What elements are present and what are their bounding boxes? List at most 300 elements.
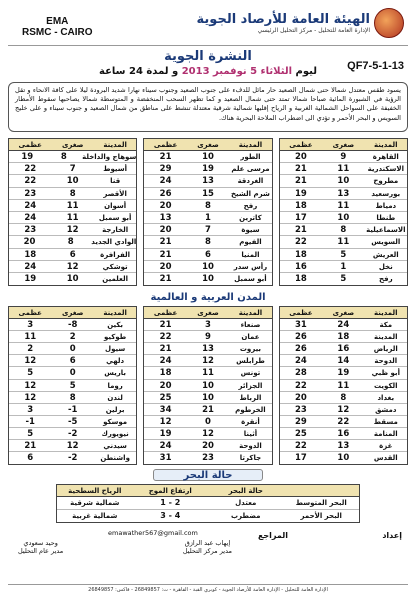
table-row: [280, 319, 407, 331]
min-temp: 6: [69, 356, 76, 367]
table-row: [9, 261, 136, 273]
col-city: المدينة: [374, 141, 398, 149]
city-name: مطروح: [373, 177, 399, 186]
table-row: [144, 404, 271, 416]
city-name: برلين: [105, 405, 125, 414]
city-name: واشنطن: [100, 454, 130, 463]
header-abbrev: [22, 16, 93, 38]
table-row: [144, 212, 271, 224]
min-temp: 8: [205, 200, 211, 211]
table-row: [144, 200, 271, 212]
min-temp: 10: [202, 152, 214, 162]
min-temp: -5: [67, 416, 78, 427]
table-row: [280, 367, 407, 379]
max-temp: 25: [294, 428, 307, 439]
sea-wind: شمالية غربية: [72, 511, 118, 520]
table-row: [144, 319, 271, 331]
world-section-title: المدن العربية و العالمية: [150, 292, 266, 304]
max-temp: 22: [24, 164, 37, 175]
max-temp: 18: [24, 249, 37, 260]
min-temp: 5: [69, 380, 76, 391]
max-temp: 19: [294, 188, 307, 199]
table-row: [280, 452, 407, 464]
reviewed-label: المراجع: [257, 531, 288, 541]
max-temp: 23: [24, 225, 37, 236]
max-temp: 18: [294, 200, 307, 211]
city-name: الجزائر: [238, 381, 263, 390]
max-temp: 12: [159, 416, 172, 427]
max-temp: 20: [159, 261, 172, 272]
city-name: الخرطوم: [235, 405, 266, 414]
min-temp: 1: [205, 212, 211, 223]
city-name: المنامة: [373, 429, 398, 438]
table-row: [280, 236, 407, 248]
city-temperature-table: [143, 138, 272, 286]
max-temp: 21: [159, 344, 172, 355]
table-header: [144, 307, 271, 319]
max-temp: 24: [159, 356, 172, 367]
table-row: [144, 428, 271, 440]
city-name: الفرافرة: [100, 250, 131, 259]
max-temp: 3: [27, 320, 34, 331]
min-temp: 0: [69, 368, 76, 379]
max-temp: 23: [294, 404, 307, 415]
max-temp: 20: [294, 392, 307, 403]
table-row: [144, 249, 271, 261]
table-row: [9, 343, 136, 355]
min-temp: 0: [205, 416, 211, 427]
table-row: [9, 355, 136, 367]
max-temp: 22: [294, 237, 307, 248]
city-name: أبو سمبل: [234, 274, 267, 283]
col-max: عظمى: [18, 141, 42, 149]
max-temp: 18: [294, 273, 307, 284]
col-city: المدينة: [374, 309, 398, 318]
min-temp: 1: [340, 261, 347, 272]
min-temp: 10: [66, 273, 79, 284]
min-temp: 11: [337, 164, 350, 175]
city-name: دمياط: [375, 201, 397, 210]
min-temp: 20: [202, 441, 214, 451]
min-temp: -8: [67, 320, 78, 331]
table-row: [9, 416, 136, 428]
city-name: الخارجة: [102, 226, 129, 235]
sea-state: مضطرب: [231, 511, 261, 520]
min-temp: 15: [202, 188, 214, 199]
max-temp: 20: [159, 200, 172, 211]
min-temp: -2: [67, 453, 78, 464]
min-temp: 19: [202, 164, 214, 175]
max-temp: 18: [159, 368, 172, 379]
sea-state-table: [56, 484, 360, 523]
city-name: القدس: [373, 454, 398, 463]
max-temp: 22: [24, 176, 37, 187]
min-temp: 13: [337, 188, 350, 199]
table-row: [144, 416, 271, 428]
max-temp: 20: [159, 380, 172, 391]
min-temp: 8: [69, 188, 76, 199]
max-temp: 34: [159, 404, 172, 415]
min-temp: 5: [340, 273, 347, 284]
city-temperature-table: [279, 306, 408, 465]
email-address: emawather567@gmail.com: [108, 529, 198, 538]
city-name: السويس: [371, 238, 401, 247]
min-temp: 11: [202, 368, 214, 379]
city-name: بغداد: [377, 393, 395, 402]
col-city: المدينة: [103, 141, 127, 149]
city-name: الفيوم: [239, 238, 262, 247]
table-row: [280, 428, 407, 440]
max-temp: 31: [159, 453, 172, 464]
city-name: رأس سدر: [233, 262, 268, 271]
max-temp: 23: [24, 188, 37, 199]
table-row: [144, 392, 271, 404]
table-row: [9, 404, 136, 416]
table-row: [9, 380, 136, 392]
table-row: [9, 200, 136, 212]
max-temp: 24: [24, 212, 37, 223]
min-temp: 11: [337, 237, 350, 248]
max-temp: 19: [21, 152, 34, 162]
min-temp: 11: [66, 200, 79, 211]
reviewer: [183, 539, 232, 555]
forecast-paragraph: يسود طقس معتدل شمالا حتى شمال الصعيد حار مائل للدفء على جنوب الصعيد وجنوب سيناء نهارا شديد البرودة ليلا على كافة الانحاء و تقل الرؤية في الشبورة المائية صباحا شمالا تمتد حتى شمال الصعيد و كما تظهر السحب المنخفضة و المتوسطة شمالا يصاحبها سقوط الأمطار الخفيفة على السواحل الشمالية الغربية و الرياح إقليها شمالية شرقية معتدلة تنشط على مناطق من شمال الصعيد و جنوب سيناء و على خليج السويس و البحر الأحمر و تؤدي الى اضطراب الملاحة البحرية هناك.: [8, 82, 408, 132]
table-row: [144, 355, 271, 367]
min-temp: 19: [337, 368, 350, 379]
table-row: [144, 273, 271, 285]
table-row: [9, 428, 136, 440]
table-row: [144, 380, 271, 392]
city-name: مكة: [379, 321, 393, 330]
city-name: مرسى علم: [231, 165, 270, 174]
col-max: عظمى: [18, 309, 42, 318]
city-name: طوكيو: [103, 333, 127, 342]
max-temp: 24: [24, 261, 37, 272]
city-name: تونس: [240, 369, 261, 378]
table-row: [9, 331, 136, 343]
min-temp: 10: [66, 176, 79, 187]
city-name: أثينا: [243, 429, 258, 438]
max-temp: 22: [294, 441, 307, 451]
sea-wind: شمالية شرقية: [70, 499, 120, 508]
city-name: موسكو: [103, 417, 128, 426]
agency-text: [197, 12, 370, 35]
min-temp: 8: [340, 225, 347, 236]
table-row: [280, 440, 407, 452]
min-temp: 16: [337, 344, 350, 355]
col-city: المدينة: [238, 141, 263, 149]
min-temp: 10: [337, 453, 350, 464]
city-temperature-table: [8, 138, 137, 286]
table-row: [144, 440, 271, 452]
min-temp: 13: [202, 344, 214, 355]
max-temp: 26: [294, 344, 307, 355]
table-row: [144, 163, 271, 175]
max-temp: 11: [24, 332, 37, 343]
world-cities-tables: [8, 306, 408, 465]
signatures: [8, 529, 408, 565]
table-row: [9, 236, 136, 248]
min-temp: 24: [337, 320, 350, 331]
max-temp: 24: [24, 200, 37, 211]
city-name: الرباط: [239, 393, 262, 402]
table-row: [280, 343, 407, 355]
max-temp: 5: [27, 428, 34, 439]
max-temp: 21: [294, 176, 307, 187]
max-temp: 21: [159, 152, 172, 162]
validity-prefix: ليوم: [295, 66, 317, 77]
city-name: الرياض: [373, 345, 398, 354]
city-name: قنا: [110, 177, 121, 186]
min-temp: 7: [69, 164, 76, 175]
table-row: [9, 452, 136, 464]
table-row: [280, 151, 407, 163]
table-row: [9, 319, 136, 331]
table-row: [144, 224, 271, 236]
city-name: غزة: [379, 442, 393, 450]
table-row: [280, 331, 407, 343]
sea-state: معتدل: [235, 499, 257, 508]
header: [8, 6, 408, 46]
agency-block: [197, 8, 404, 38]
max-temp: 20: [23, 237, 36, 248]
table-row: [280, 249, 407, 261]
min-temp: 14: [337, 356, 350, 367]
col-city: المدينة: [103, 309, 127, 318]
min-temp: 9: [205, 332, 211, 343]
min-temp: 10: [202, 261, 214, 272]
table-header: [280, 307, 407, 319]
table-row: [9, 440, 136, 452]
table-row: [9, 188, 136, 200]
city-name: بورسعيد: [371, 189, 401, 198]
min-temp: 3: [205, 320, 211, 331]
max-temp: 2: [27, 344, 34, 355]
agency-sub: الإدارة العامة للتحليل - مركز التحليل الرئيسي: [257, 26, 370, 34]
min-temp: 8: [69, 392, 76, 403]
col-min: صغرى: [61, 309, 84, 318]
min-temp: 21: [202, 404, 214, 415]
table-row: [9, 224, 136, 236]
city-name: المنيا: [241, 250, 260, 259]
table-row: [9, 175, 136, 187]
sea-col-sea: [284, 485, 360, 496]
sea-name: البحر المتوسط: [295, 499, 347, 508]
max-temp: 19: [24, 273, 37, 284]
max-temp: 21: [294, 225, 307, 236]
max-temp: 22: [294, 380, 307, 391]
reviewer-title: مدير مركز التحليل: [182, 547, 232, 556]
max-temp: 5: [27, 368, 34, 379]
sea-wave: 3 - 4: [160, 510, 181, 520]
city-name: رفح: [378, 274, 393, 283]
city-name: الأقصر: [103, 189, 127, 198]
city-name: مسقط: [373, 417, 398, 426]
table-row: [280, 380, 407, 392]
table-row: [280, 355, 407, 367]
table-row: [280, 392, 407, 404]
min-temp: 11: [337, 200, 350, 211]
min-temp: 12: [66, 261, 79, 272]
table-row: [144, 367, 271, 379]
table-row: [280, 261, 407, 273]
validity-suffix: و لمدة 24 ساعة: [99, 66, 179, 77]
col-max: عظمى: [289, 309, 313, 318]
table-row: [144, 188, 271, 200]
prepared-by: [382, 531, 402, 540]
city-name: أسوان: [104, 201, 127, 210]
min-temp: 0: [69, 344, 76, 355]
email: [108, 529, 198, 537]
min-temp: 10: [202, 273, 214, 284]
table-row: [9, 367, 136, 379]
city-temperature-table: [8, 306, 137, 465]
table-row: [9, 249, 136, 261]
min-temp: 10: [202, 380, 214, 391]
reviewed-by: [258, 531, 288, 540]
max-temp: 6: [27, 453, 34, 464]
city-name: طرابلس: [236, 357, 265, 366]
city-name: العريش: [372, 250, 399, 259]
table-row: [280, 224, 407, 236]
min-temp: 10: [337, 212, 350, 223]
city-name: أسيوط: [103, 165, 128, 174]
city-name: أنقرة: [241, 417, 260, 426]
max-temp: 21: [159, 237, 172, 248]
min-temp: 12: [66, 441, 79, 451]
table-row: [280, 404, 407, 416]
city-name: شرم الشيخ: [231, 189, 270, 198]
sea-wave: 1 - 2: [160, 498, 181, 508]
city-name: الغردقة: [237, 177, 264, 186]
city-name: الكويت: [374, 381, 398, 390]
min-temp: 6: [69, 249, 76, 260]
max-temp: 22: [159, 332, 172, 343]
max-temp: 26: [294, 332, 307, 343]
city-name: الدوحة: [374, 357, 398, 366]
city-name: الطور: [240, 153, 261, 161]
reviewer-name: إيهاب عبد الرازق: [184, 539, 231, 548]
max-temp: 21: [159, 249, 172, 260]
city-name: طنطا: [376, 213, 396, 222]
max-temp: 26: [159, 188, 172, 199]
col-min: صغرى: [197, 141, 219, 149]
max-temp: 12: [24, 392, 37, 403]
city-temperature-table: [143, 306, 272, 465]
table-header: [9, 139, 136, 151]
min-temp: 10: [202, 392, 214, 403]
table-row: [144, 151, 271, 163]
sea-col-wave: ارتفاع الموج: [148, 487, 192, 496]
city-name: العلمين: [102, 274, 128, 283]
max-temp: 21: [294, 164, 307, 175]
city-name: نخل: [378, 262, 393, 271]
max-temp: 3: [27, 404, 34, 415]
max-temp: 19: [159, 428, 172, 439]
col-min: صغرى: [332, 309, 355, 318]
city-name: سيوة: [241, 226, 260, 235]
city-name: أبو سمبل: [98, 213, 132, 222]
city-name: الدوحة: [239, 442, 262, 450]
bulletin-code: QF7-5-1-13: [347, 60, 404, 72]
city-name: القاهرة: [372, 153, 399, 161]
city-name: توشكي: [102, 262, 128, 271]
col-max: عظمى: [289, 141, 313, 149]
min-temp: 12: [337, 404, 350, 415]
table-row: [144, 175, 271, 187]
max-temp: 21: [159, 273, 172, 284]
min-temp: 9: [340, 152, 347, 162]
table-row: [9, 151, 136, 163]
city-name: صنعاء: [240, 321, 261, 330]
city-name: بيروت: [239, 345, 262, 354]
table-row: [280, 416, 407, 428]
min-temp: 10: [337, 176, 350, 187]
min-temp: -1: [67, 404, 78, 415]
min-temp: 23: [202, 453, 214, 464]
min-temp: 11: [66, 212, 79, 223]
max-temp: 25: [159, 392, 172, 403]
min-temp: -2: [67, 428, 78, 439]
table-row: [280, 273, 407, 285]
max-temp: 17: [294, 453, 307, 464]
header-rsmc: RSMC - CAIRO: [22, 27, 93, 38]
table-row: [280, 212, 407, 224]
table-header: [144, 139, 271, 151]
max-temp: 17: [294, 212, 307, 223]
city-name: سيول: [105, 345, 126, 354]
title-block: [8, 46, 408, 82]
city-name: دلهي: [106, 357, 125, 366]
city-name: دمشق: [375, 405, 397, 414]
city-name: الاسماعيلية: [366, 226, 406, 235]
max-temp: 28: [294, 368, 307, 379]
min-temp: 13: [202, 176, 214, 187]
table-row: [280, 175, 407, 187]
max-temp: 24: [159, 176, 172, 187]
max-temp: 24: [294, 356, 307, 367]
table-row: [9, 163, 136, 175]
min-temp: 8: [67, 237, 74, 248]
max-temp: 16: [294, 261, 307, 272]
city-name: جاكرتا: [239, 454, 262, 463]
max-temp: 20: [159, 225, 172, 236]
max-temp: 29: [294, 416, 307, 427]
table-row: [9, 273, 136, 285]
sea-name: البحر الأحمر: [300, 511, 342, 520]
min-temp: 8: [60, 152, 67, 162]
max-temp: -1: [25, 416, 35, 427]
min-temp: 8: [340, 392, 347, 403]
col-city: المدينة: [238, 309, 263, 318]
city-name: رفح: [243, 201, 258, 210]
header-ema: EMA: [46, 16, 69, 27]
max-temp: 31: [294, 320, 307, 331]
max-temp: 12: [24, 356, 37, 367]
max-temp: 29: [159, 164, 172, 175]
max-temp: 12: [24, 380, 37, 391]
min-temp: 2: [69, 332, 76, 343]
max-temp: 21: [159, 320, 172, 331]
sea-row: [57, 497, 359, 510]
sea-section-title: حالة البحر: [153, 469, 263, 481]
col-max: عظمى: [153, 309, 178, 318]
city-name: روما: [107, 381, 123, 390]
city-name: الاسكندرية: [367, 165, 404, 174]
prepared-label: إعداد: [382, 531, 402, 541]
min-temp: 18: [337, 332, 350, 343]
footer-contact: الإدارة العامة للتحليل - الإدارة العامة للأرصاد الجوية - كوبري القبة - القاهرة - ت: 26849857 - فاكس: 26849857: [8, 584, 408, 594]
